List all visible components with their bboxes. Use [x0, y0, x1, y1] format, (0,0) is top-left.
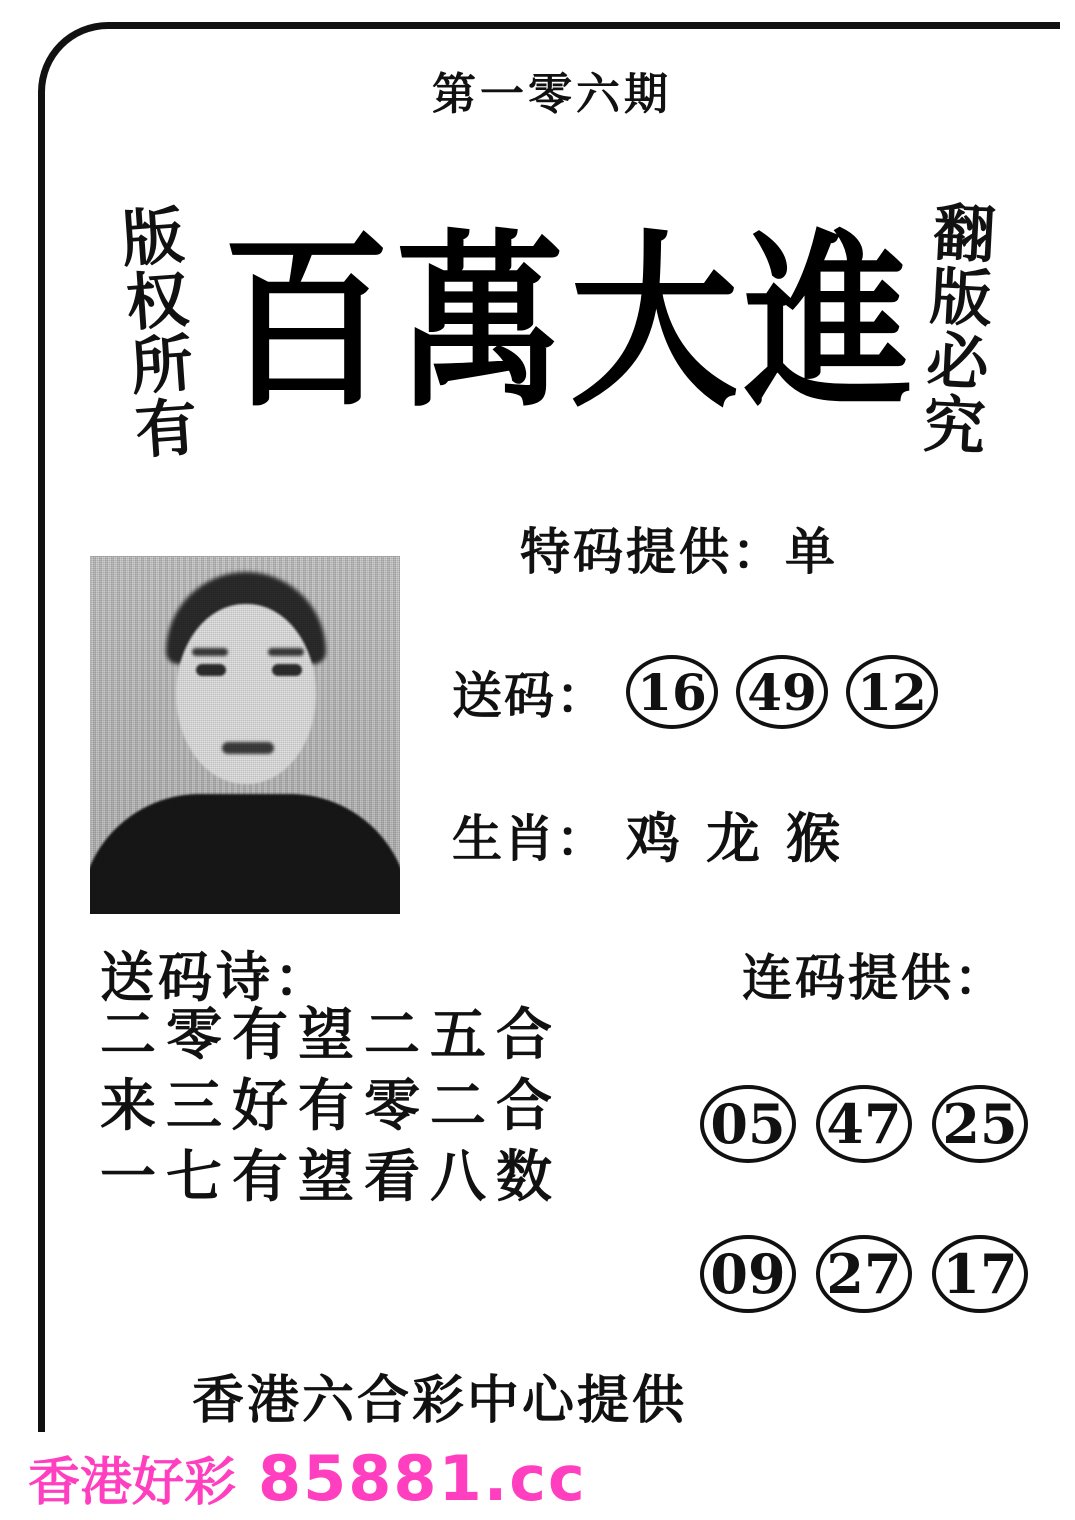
zodiac-item: 鸡 [626, 806, 680, 870]
send-code-ball: 12 [846, 655, 938, 729]
page-border-top-right [600, 22, 1060, 29]
special-code-label: 特码提供： [520, 522, 785, 581]
lian-codes-title: 连码提供： [742, 948, 1007, 1007]
footer-source-text: 香港六合彩中心提供 [192, 1370, 688, 1431]
lian-code-ball: 09 [700, 1235, 796, 1313]
special-code-value: 单 [785, 522, 838, 581]
zodiac-item: 龙 [706, 806, 760, 870]
zodiac-item: 猴 [786, 806, 840, 870]
poem-line: 一七有望看八数 [100, 1144, 562, 1211]
poem-line: 二零有望二五合 [100, 1002, 562, 1068]
copyright-right-text: 翻版必究 [911, 198, 998, 459]
lian-code-ball: 05 [700, 1085, 796, 1163]
poem-line: 来三好有零二合 [100, 1073, 562, 1140]
watermark-brand: 香港好彩 [28, 1452, 237, 1513]
lian-codes-row-1 [700, 1085, 1028, 1163]
lian-code-ball: 17 [932, 1235, 1028, 1313]
send-codes-row [452, 655, 938, 729]
lian-code-ball: 27 [816, 1235, 912, 1313]
poem-lines [100, 1000, 562, 1213]
watermark-site: 85881.cc [258, 1442, 587, 1515]
zodiac-row [452, 796, 848, 873]
poem-title: 送码诗： [100, 945, 332, 1009]
lian-code-ball: 47 [816, 1085, 912, 1163]
page-title: 百萬大進 [222, 211, 918, 433]
portrait-grain-overlay [90, 556, 400, 914]
copyright-left-text: 版权所有 [109, 202, 200, 463]
lian-code-ball: 25 [932, 1085, 1028, 1163]
send-codes-label: 送码： [452, 666, 608, 725]
send-code-ball: 16 [626, 655, 718, 729]
send-code-ball: 49 [736, 655, 828, 729]
issue-number: 第一零六期 [432, 69, 672, 120]
portrait-photo [90, 556, 400, 914]
special-code-line [520, 512, 838, 584]
watermark [28, 1440, 587, 1515]
zodiac-label: 生肖： [452, 808, 608, 868]
lian-codes-row-2 [700, 1235, 1028, 1313]
